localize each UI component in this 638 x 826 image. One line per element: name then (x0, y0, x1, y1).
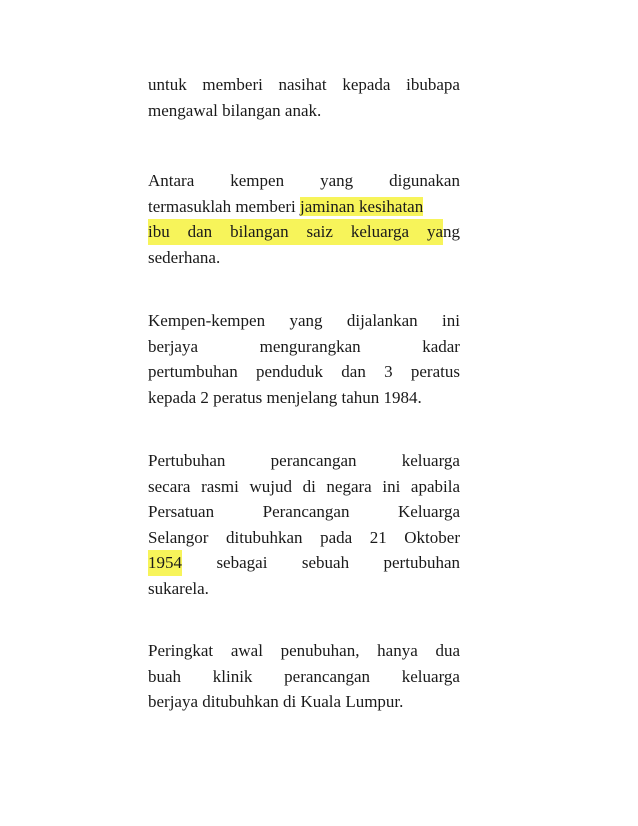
paragraph-4-line-5 (148, 550, 460, 576)
paragraph-1 (148, 72, 460, 123)
highlight-ibu-dan-bilangan (148, 219, 443, 245)
word: pertumbuhan (148, 362, 238, 381)
word: dijalankan (346, 311, 418, 330)
word: buah (148, 666, 182, 686)
word: Persatuan (148, 502, 215, 521)
word: pertubuhan (383, 553, 460, 572)
paragraph-4-line-4 (148, 525, 460, 551)
word: berjaya (148, 336, 199, 356)
highlight-jaminan-kesihatan: jaminan kesihatan (300, 196, 424, 216)
paragraph-3-line-4: kepada 2 peratus menjelang tahun 1984. (148, 387, 422, 407)
word: Oktober (404, 527, 460, 547)
paragraph-3-line-1 (148, 308, 460, 334)
word: perancangan (284, 666, 371, 686)
word: rasmi (201, 476, 239, 496)
word: Peringkat (148, 641, 214, 660)
word: untuk (148, 75, 187, 94)
paragraph-2-line-4: sederhana. (148, 247, 221, 267)
word: penduduk (255, 362, 324, 381)
word: memberi (202, 75, 263, 94)
word: negara (326, 476, 372, 496)
paragraph-2-line-2 (148, 194, 460, 220)
word: wujud (249, 476, 292, 496)
word: Selangor (148, 527, 209, 547)
word: hanya (377, 641, 418, 660)
word: Pertubuhan (148, 451, 226, 470)
word: mengurangkan (259, 336, 361, 356)
paragraph-2 (148, 168, 460, 270)
paragraph-2-line-2-text: termasuklah memberi (148, 196, 301, 216)
paragraph-1-line-1 (148, 72, 460, 98)
paragraph-4-line-1 (148, 448, 460, 474)
paragraph-5-line-1 (148, 638, 460, 664)
word: yang (289, 311, 323, 330)
word: klinik (212, 666, 253, 686)
paragraph-3-line-2 (148, 334, 460, 360)
word: ya (426, 222, 443, 241)
word: keluarga (401, 451, 460, 470)
word: yang (320, 171, 354, 190)
word: ini (382, 476, 401, 496)
word: sebuah (301, 553, 350, 572)
paragraph-4-line-6: sukarela. (148, 578, 209, 598)
paragraph-5 (148, 638, 460, 715)
word: digunakan (389, 171, 460, 190)
word: pada (320, 527, 353, 547)
word: secara (148, 476, 191, 496)
paragraph-2-line-3 (148, 219, 460, 245)
word: keluarga (350, 222, 410, 241)
word: awal (230, 641, 263, 660)
paragraph-5-line-3: berjaya ditubuhkan di Kuala Lumpur. (148, 692, 404, 711)
word: Keluarga (398, 502, 460, 521)
word: ibubapa (406, 75, 460, 94)
word: apabila (410, 476, 460, 496)
word: ditubuhkan (226, 527, 303, 547)
word: saiz (306, 222, 333, 241)
paragraph-1-line-2: mengawal bilangan anak. (148, 100, 322, 120)
paragraph-3-line-3 (148, 359, 460, 385)
paragraph-3 (148, 308, 460, 410)
word: keluarga (401, 666, 460, 686)
paragraph-2-line-3-tail: ng (443, 222, 460, 241)
word: perancangan (270, 451, 357, 470)
word: Kempen-kempen (148, 311, 266, 330)
paragraph-2-line-1 (148, 168, 460, 194)
word: Perancangan (262, 502, 350, 521)
word: bilangan (230, 222, 289, 241)
paragraph-4-line-2 (148, 474, 460, 500)
paragraph-4-line-3 (148, 499, 460, 525)
word: kadar (422, 336, 460, 356)
word: ibu (148, 222, 170, 241)
word: peratus (410, 362, 460, 381)
word: kepada (342, 75, 391, 94)
word: penubuhan, (280, 641, 360, 660)
word: kempen (230, 171, 285, 190)
highlight-year-1954: 1954 (148, 550, 182, 576)
word: 21 (369, 527, 387, 547)
word: Antara (148, 171, 195, 190)
word: dan (187, 222, 213, 241)
paragraph-4 (148, 448, 460, 601)
word: sebagai (216, 553, 268, 572)
word: dan (341, 362, 366, 381)
word: ini (442, 311, 460, 330)
word: nasihat (278, 75, 327, 94)
paragraph-5-line-2 (148, 664, 460, 690)
word: 3 (384, 362, 393, 381)
word: di (302, 476, 316, 496)
word: dua (435, 641, 460, 660)
